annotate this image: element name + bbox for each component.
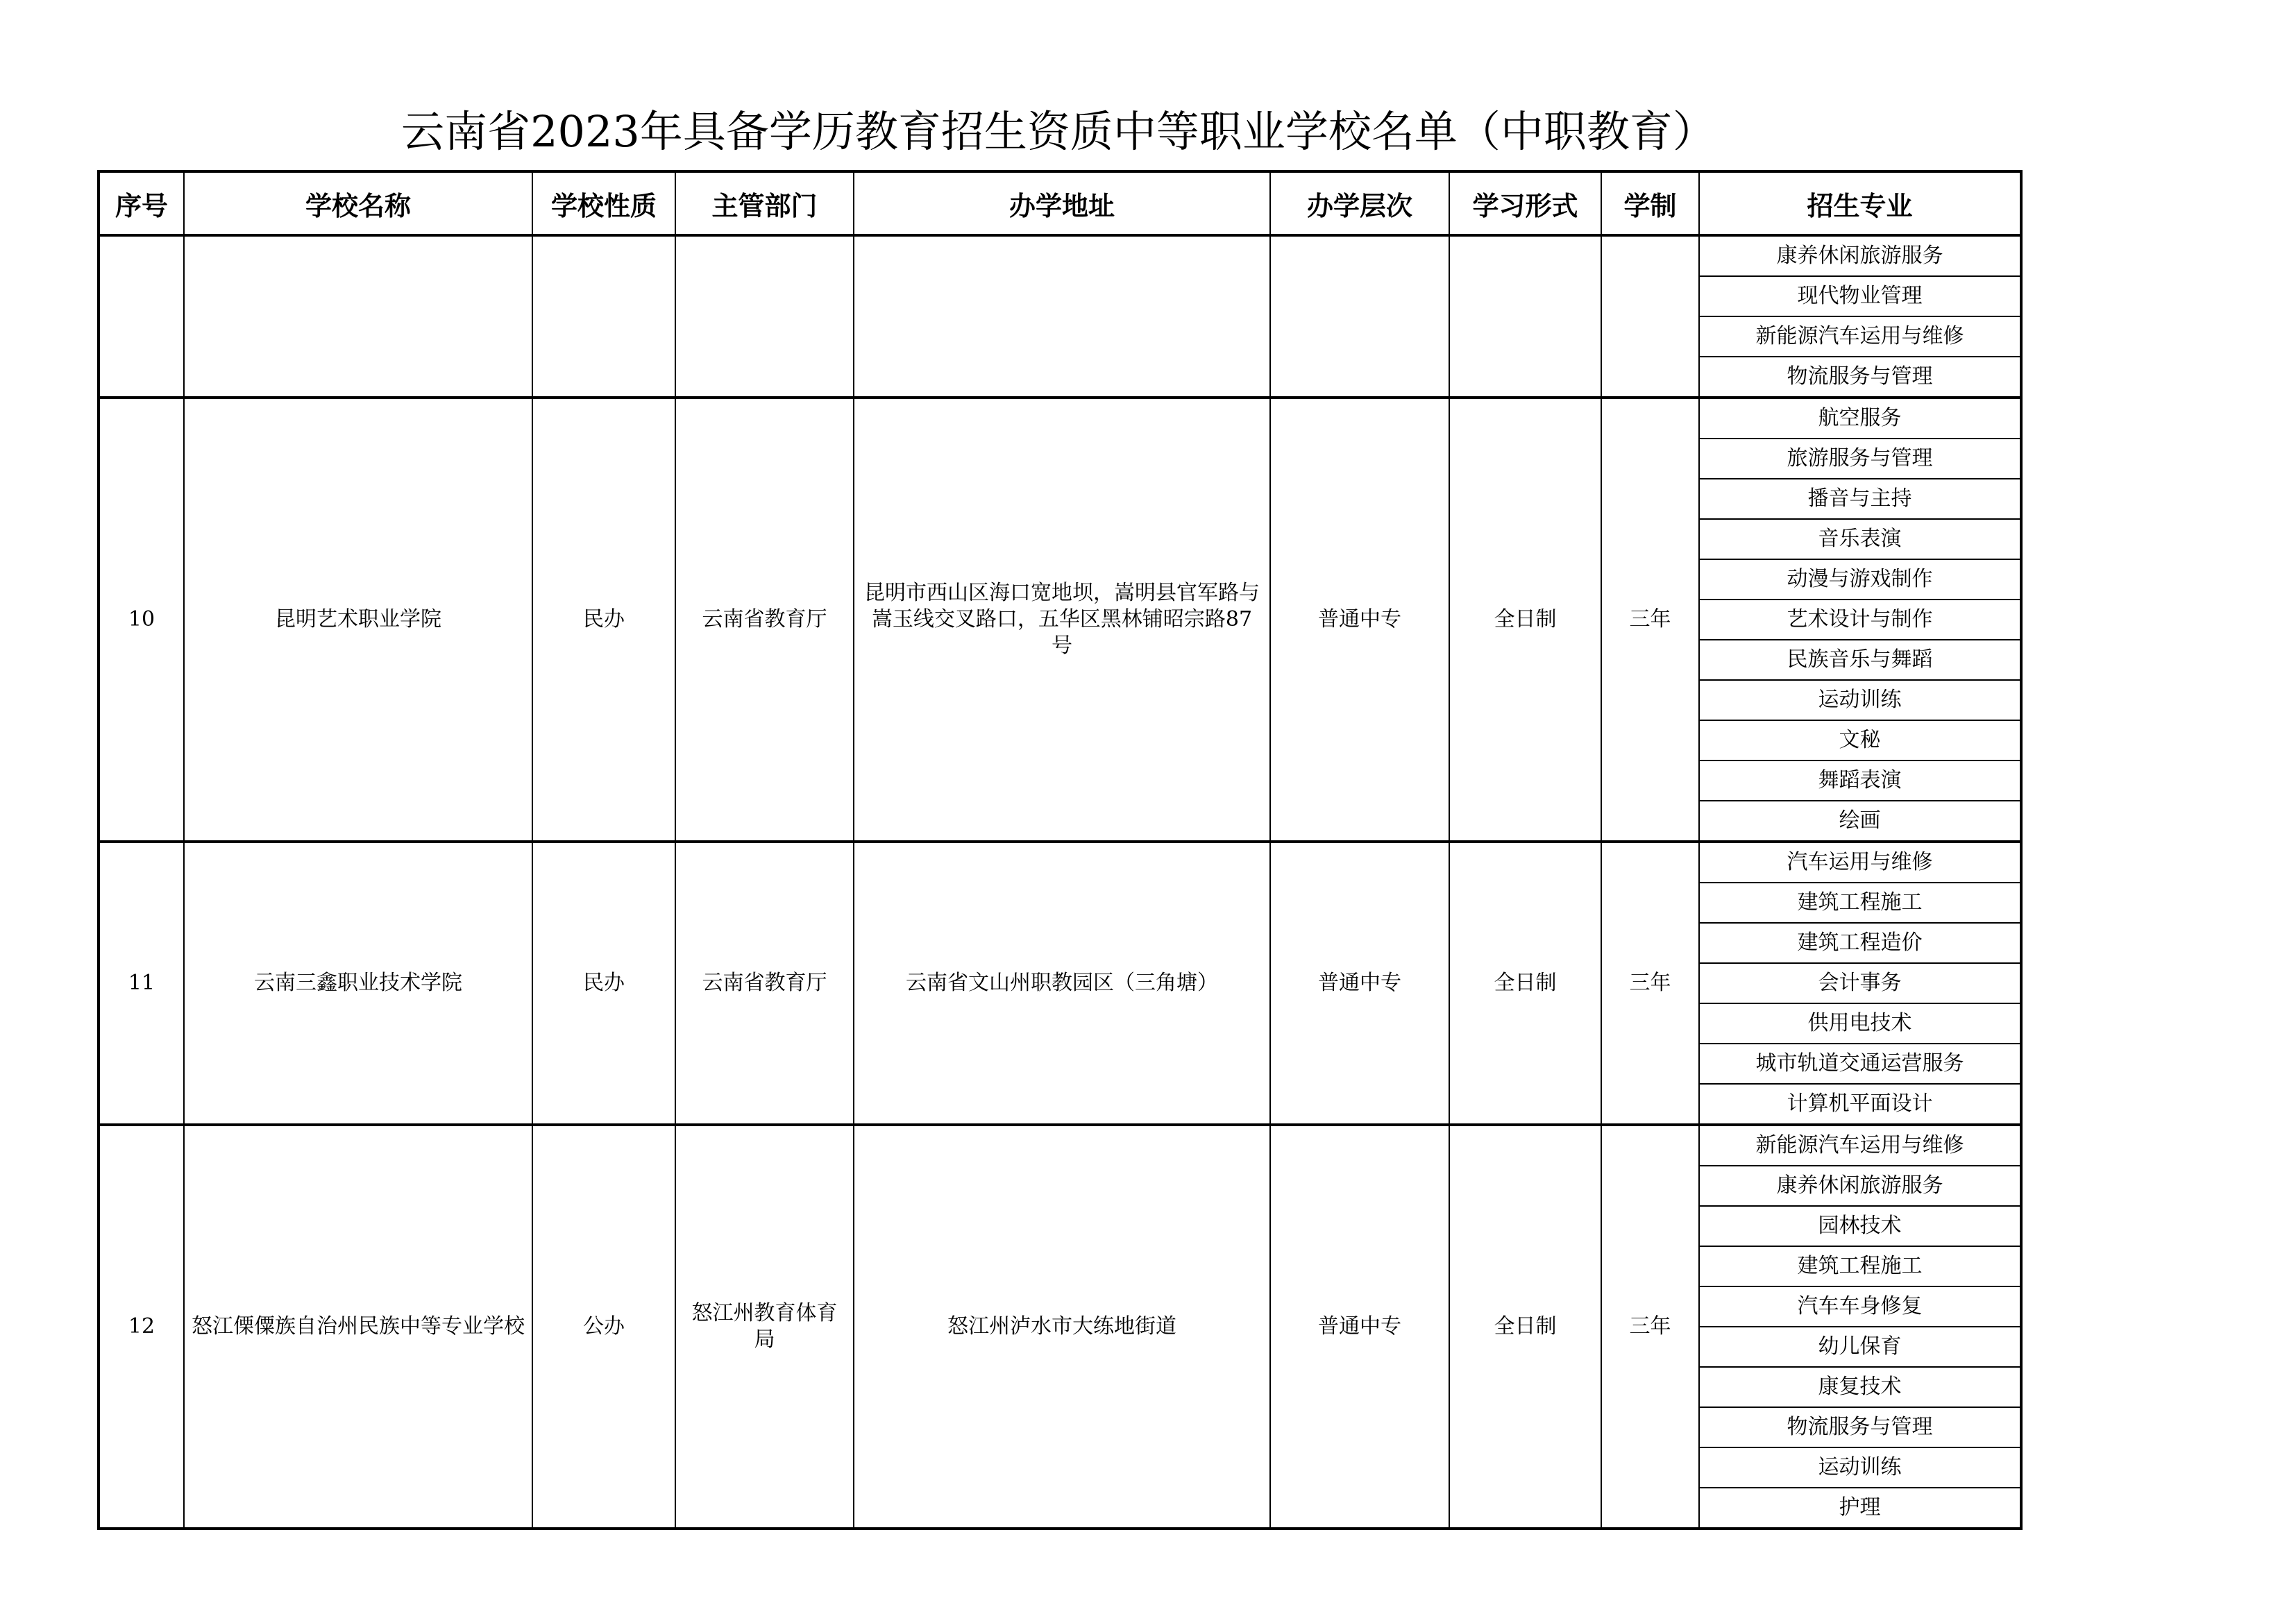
school-study-form-cell: 全日制 — [1449, 1125, 1601, 1529]
table-header-row — [99, 171, 2021, 235]
major-cell: 城市轨道交通运营服务 — [1699, 1044, 2021, 1084]
school-index-cell: 11 — [99, 842, 184, 1125]
school-nature-cell: 公办 — [532, 1125, 675, 1529]
school-duration-cell — [1601, 235, 1699, 398]
major-cell: 计算机平面设计 — [1699, 1084, 2021, 1125]
major-cell: 汽车车身修复 — [1699, 1286, 2021, 1327]
school-address-cell: 怒江州泸水市大练地街道 — [854, 1125, 1270, 1529]
major-cell: 建筑工程施工 — [1699, 1246, 2021, 1286]
table-row — [99, 398, 2021, 439]
major-cell: 园林技术 — [1699, 1206, 2021, 1246]
major-cell: 康养休闲旅游服务 — [1699, 235, 2021, 276]
school-list-table — [97, 170, 2023, 1530]
major-cell: 航空服务 — [1699, 398, 2021, 439]
school-study-form-cell: 全日制 — [1449, 842, 1601, 1125]
table-row — [99, 842, 2021, 883]
school-study-form-cell: 全日制 — [1449, 398, 1601, 842]
major-cell: 建筑工程施工 — [1699, 883, 2021, 923]
school-study-form-cell — [1449, 235, 1601, 398]
school-name-cell: 云南三鑫职业技术学院 — [184, 842, 532, 1125]
major-cell: 康养休闲旅游服务 — [1699, 1166, 2021, 1206]
major-cell: 舞蹈表演 — [1699, 760, 2021, 801]
major-cell: 动漫与游戏制作 — [1699, 559, 2021, 600]
column-header-study-form: 学习形式 — [1449, 171, 1601, 235]
column-header-index: 序号 — [99, 171, 184, 235]
school-department-cell: 云南省教育厅 — [675, 398, 854, 842]
major-cell: 艺术设计与制作 — [1699, 600, 2021, 640]
major-cell: 运动训练 — [1699, 680, 2021, 720]
column-header-department: 主管部门 — [675, 171, 854, 235]
major-cell: 运动训练 — [1699, 1447, 2021, 1488]
school-nature-cell — [532, 235, 675, 398]
major-cell: 护理 — [1699, 1488, 2021, 1529]
school-duration-cell: 三年 — [1601, 398, 1699, 842]
column-header-duration: 学制 — [1601, 171, 1699, 235]
table-row — [99, 235, 2021, 276]
column-header-name: 学校名称 — [184, 171, 532, 235]
column-header-address: 办学地址 — [854, 171, 1270, 235]
school-index-cell — [99, 235, 184, 398]
major-cell: 物流服务与管理 — [1699, 1407, 2021, 1447]
major-cell: 汽车运用与维修 — [1699, 842, 2021, 883]
major-cell: 康复技术 — [1699, 1367, 2021, 1407]
school-duration-cell: 三年 — [1601, 1125, 1699, 1529]
school-name-cell — [184, 235, 532, 398]
school-level-cell: 普通中专 — [1270, 842, 1449, 1125]
major-cell: 幼儿保育 — [1699, 1327, 2021, 1367]
school-level-cell: 普通中专 — [1270, 1125, 1449, 1529]
school-address-cell: 昆明市西山区海口宽地坝，嵩明县官军路与嵩玉线交叉路口，五华区黑林铺昭宗路87号 — [854, 398, 1270, 842]
major-cell: 播音与主持 — [1699, 479, 2021, 519]
major-cell: 民族音乐与舞蹈 — [1699, 640, 2021, 680]
school-index-cell: 10 — [99, 398, 184, 842]
column-header-majors: 招生专业 — [1699, 171, 2021, 235]
major-cell: 会计事务 — [1699, 963, 2021, 1003]
major-cell: 现代物业管理 — [1699, 276, 2021, 316]
school-name-cell: 怒江傈僳族自治州民族中等专业学校 — [184, 1125, 532, 1529]
school-nature-cell: 民办 — [532, 398, 675, 842]
major-cell: 文秘 — [1699, 720, 2021, 760]
major-cell: 物流服务与管理 — [1699, 357, 2021, 398]
school-department-cell: 怒江州教育体育局 — [675, 1125, 854, 1529]
document-title: 云南省2023年具备学历教育招生资质中等职业学校名单（中职教育） — [401, 106, 1716, 157]
major-cell: 新能源汽车运用与维修 — [1699, 316, 2021, 357]
school-nature-cell: 民办 — [532, 842, 675, 1125]
table-row — [99, 1125, 2021, 1166]
school-department-cell: 云南省教育厅 — [675, 842, 854, 1125]
major-cell: 新能源汽车运用与维修 — [1699, 1125, 2021, 1166]
school-name-cell: 昆明艺术职业学院 — [184, 398, 532, 842]
school-address-cell — [854, 235, 1270, 398]
column-header-nature: 学校性质 — [532, 171, 675, 235]
major-cell: 旅游服务与管理 — [1699, 439, 2021, 479]
major-cell: 供用电技术 — [1699, 1003, 2021, 1044]
school-level-cell — [1270, 235, 1449, 398]
school-address-cell: 云南省文山州职教园区（三角塘） — [854, 842, 1270, 1125]
school-level-cell: 普通中专 — [1270, 398, 1449, 842]
major-cell: 音乐表演 — [1699, 519, 2021, 559]
school-duration-cell: 三年 — [1601, 842, 1699, 1125]
school-index-cell: 12 — [99, 1125, 184, 1529]
table-body — [99, 235, 2021, 1529]
major-cell: 绘画 — [1699, 801, 2021, 842]
school-department-cell — [675, 235, 854, 398]
column-header-level: 办学层次 — [1270, 171, 1449, 235]
major-cell: 建筑工程造价 — [1699, 923, 2021, 963]
